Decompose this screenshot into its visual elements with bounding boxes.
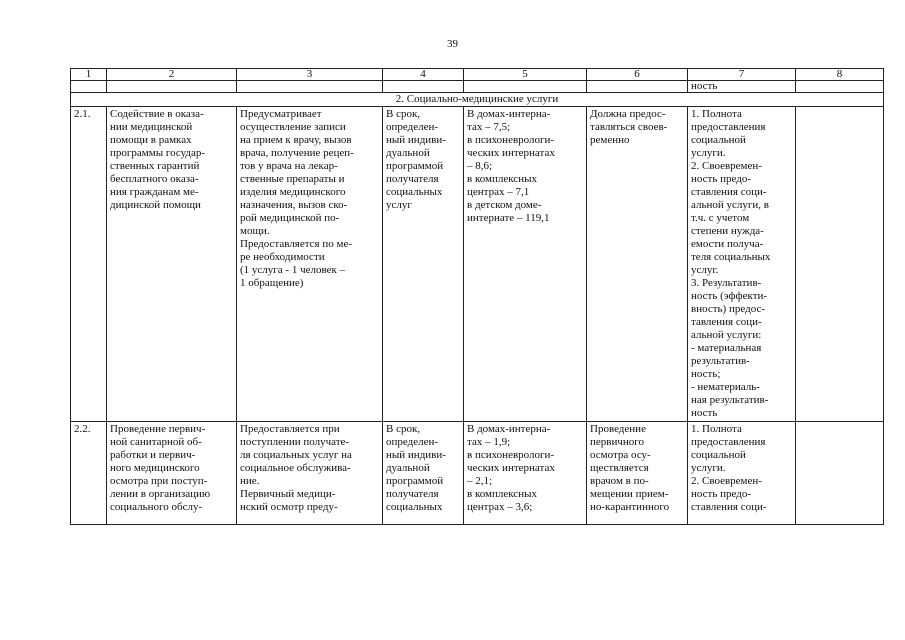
section-row — [71, 93, 884, 107]
text-line: В срок, — [386, 423, 421, 435]
text-line: ной санитарной об- — [110, 436, 202, 448]
text-line: В домах-интерна- — [467, 423, 551, 435]
text-line: нии медицинской — [110, 121, 193, 133]
text-line: 2. Своевремен- — [691, 475, 762, 487]
text-line: Предоставляется при — [240, 423, 340, 435]
text-line: Проведение первич- — [110, 423, 206, 435]
table-cell: ность — [688, 81, 796, 93]
table-cell — [107, 81, 237, 93]
text-line: нский осмотр преду- — [240, 501, 338, 513]
text-line: врачом в по- — [590, 475, 649, 487]
service-criteria-cell — [688, 422, 796, 525]
text-line: лении в организацию — [110, 488, 211, 500]
text-line: тов у врача на лекар- — [240, 160, 338, 172]
column-header: 4 — [383, 69, 464, 81]
text-line: ный индиви- — [386, 449, 446, 461]
text-line: ческих интернатах — [467, 462, 555, 474]
service-term-cell — [383, 107, 464, 422]
text-line: альной услуги: — [691, 329, 762, 341]
text-line: социальной — [691, 134, 746, 146]
services-table — [70, 68, 884, 525]
text-line: ществляется — [590, 462, 649, 474]
text-line: центрах – 3,6; — [467, 501, 533, 513]
table-cell — [383, 81, 464, 93]
text-line: В срок, — [386, 108, 421, 120]
text-line: Проведение — [590, 423, 646, 435]
table-row — [71, 107, 884, 422]
text-line: бесплатного оказа- — [110, 173, 199, 185]
text-line: Должна предос- — [590, 108, 666, 120]
text-line: емости получа- — [691, 238, 764, 250]
text-line: ние. — [240, 475, 260, 487]
text-line: получателя — [386, 173, 439, 185]
column-header: 7 — [688, 69, 796, 81]
table-row — [71, 422, 884, 525]
text-line: В домах-интерна- — [467, 108, 551, 120]
text-line: социальное обслужива- — [240, 462, 351, 474]
service-description-cell — [237, 422, 383, 525]
text-line: работки и первич- — [110, 449, 196, 461]
service-term-cell — [383, 422, 464, 525]
table-cell — [71, 81, 107, 93]
text-line: ность (эффекти- — [691, 290, 768, 302]
text-line: тавления соци- — [691, 316, 762, 328]
text-line: в детском доме- — [467, 199, 542, 211]
text-line: услуг. — [691, 264, 719, 276]
text-line: 1. Полнота — [691, 423, 742, 435]
text-line: в психоневрологи- — [467, 134, 555, 146]
text-line: ставления соци- — [691, 186, 767, 198]
text-line: ля социальных услуг на — [240, 449, 352, 461]
text-line: предоставления — [691, 436, 766, 448]
text-line: – 2,1; — [467, 475, 493, 487]
text-line: 3. Результатив- — [691, 277, 762, 289]
column-header: 8 — [796, 69, 884, 81]
text-line: поступлении получате- — [240, 436, 350, 448]
text-line: - материальная — [691, 342, 762, 354]
text-line: получателя — [386, 488, 439, 500]
text-line: изделия медицинского — [240, 186, 346, 198]
text-line: ре необходимости — [240, 251, 325, 263]
text-line: но-карантинного — [590, 501, 670, 513]
text-line: Предусматривает — [240, 108, 322, 120]
text-line: 1. Полнота — [691, 108, 742, 120]
service-description-cell — [237, 107, 383, 422]
service-tariff-cell — [464, 422, 587, 525]
text-line: ставления соци- — [691, 501, 767, 513]
text-line: услуги. — [691, 462, 726, 474]
column-header: 2 — [107, 69, 237, 81]
text-line: 1 обращение) — [240, 277, 304, 289]
service-name-cell — [107, 422, 237, 525]
row-number: 2.1. — [71, 107, 107, 422]
text-line: ность — [691, 407, 718, 419]
text-line: ность; — [691, 368, 721, 380]
column-header: 6 — [587, 69, 688, 81]
text-line: дуальной — [386, 462, 430, 474]
text-line: социальной — [691, 449, 746, 461]
text-line: 2. Своевремен- — [691, 160, 762, 172]
row-number: 2.2. — [71, 422, 107, 525]
text-line: социального обслу- — [110, 501, 203, 513]
text-line: ность предо- — [691, 488, 752, 500]
text-line: тах – 1,9; — [467, 436, 511, 448]
text-line: определен- — [386, 121, 439, 133]
text-line: вность) предос- — [691, 303, 766, 315]
text-line: т.ч. с учетом — [691, 212, 750, 224]
table-cell — [587, 81, 688, 93]
text-line: – 8,6; — [467, 160, 493, 172]
text-line: результатив- — [691, 355, 750, 367]
service-tariff-cell — [464, 107, 587, 422]
text-line: ного медицинского — [110, 462, 200, 474]
section-title: 2. Социально-медицинские услуги — [71, 93, 884, 107]
service-timing-cell — [587, 107, 688, 422]
text-line: врача, получение рецеп- — [240, 147, 354, 159]
text-line: ческих интернатах — [467, 147, 555, 159]
text-line: Содействие в оказа- — [110, 108, 204, 120]
text-line: ный индиви- — [386, 134, 446, 146]
text-line: назначения, вызов ско- — [240, 199, 348, 211]
column-header: 3 — [237, 69, 383, 81]
text-line: Предоставляется по ме- — [240, 238, 353, 250]
text-line: теля социальных — [691, 251, 771, 263]
text-line: Первичный медици- — [240, 488, 336, 500]
text-line: тах – 7,5; — [467, 121, 511, 133]
empty-cell — [796, 107, 884, 422]
text-line: программой — [386, 160, 444, 172]
text-line: (1 услуга - 1 человек – — [240, 264, 346, 276]
text-line: осуществление записи — [240, 121, 346, 133]
text-line: определен- — [386, 436, 439, 448]
column-header: 5 — [464, 69, 587, 81]
text-line: дуальной — [386, 147, 430, 159]
text-line: степени нужда- — [691, 225, 764, 237]
text-line: центрах – 7,1 — [467, 186, 530, 198]
text-line: мощи. — [240, 225, 270, 237]
text-line: дицинской помощи — [110, 199, 201, 211]
text-line: ственные препараты и — [240, 173, 345, 185]
text-line: программы государ- — [110, 147, 206, 159]
column-numbers-row — [71, 69, 884, 81]
page-number: 39 — [447, 38, 458, 50]
text-line: в комплексных — [467, 173, 537, 185]
empty-cell — [796, 422, 884, 525]
text-line: ственных гарантий — [110, 160, 200, 172]
text-line: ния гражданам ме- — [110, 186, 199, 198]
text-line: социальных — [386, 501, 443, 513]
table-cell — [237, 81, 383, 93]
text-line: на прием к врачу, вызов — [240, 134, 352, 146]
text-line: альной услуги, в — [691, 199, 769, 211]
service-criteria-cell — [688, 107, 796, 422]
service-timing-cell — [587, 422, 688, 525]
text-line: помощи в рамках — [110, 134, 192, 146]
text-line: в комплексных — [467, 488, 537, 500]
text-line: программой — [386, 475, 444, 487]
continuation-row — [71, 81, 884, 93]
text-line: социальных — [386, 186, 443, 198]
text-line: первичного — [590, 436, 645, 448]
text-line: тавляться своев- — [590, 121, 668, 133]
text-line: интернате – 119,1 — [467, 212, 550, 224]
table-cell — [464, 81, 587, 93]
text-line: осмотра при поступ- — [110, 475, 208, 487]
text-line: ность предо- — [691, 173, 752, 185]
text-line: услуги. — [691, 147, 726, 159]
service-name-cell — [107, 107, 237, 422]
text-line: ная результатив- — [691, 394, 769, 406]
text-line: мещении прием- — [590, 488, 669, 500]
text-line: в психоневрологи- — [467, 449, 555, 461]
table-cell — [796, 81, 884, 93]
text-line: ременно — [590, 134, 630, 146]
text-line: - нематериаль- — [691, 381, 760, 393]
column-header: 1 — [71, 69, 107, 81]
text-line: услуг — [386, 199, 412, 211]
text-line: рой медицинской по- — [240, 212, 340, 224]
text-line: осмотра осу- — [590, 449, 651, 461]
text-line: предоставления — [691, 121, 766, 133]
